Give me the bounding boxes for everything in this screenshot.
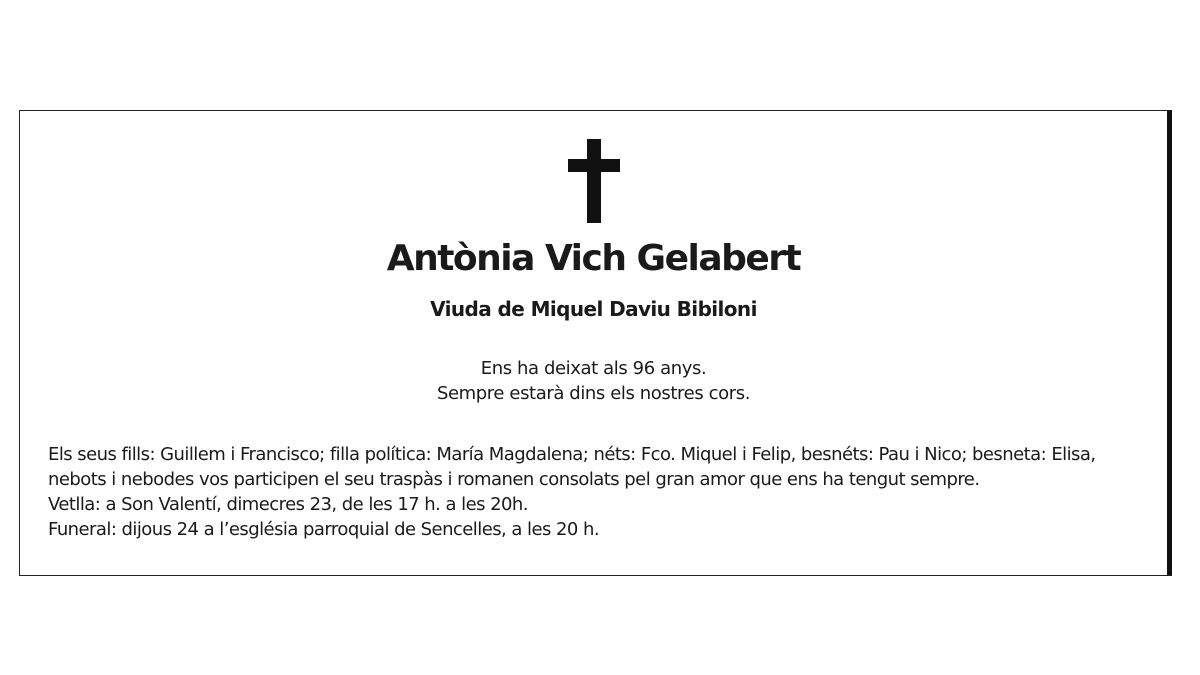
epitaph-line-memory: Sempre estarà dins els nostres cors.	[436, 383, 751, 404]
family-line-1: Els seus fills: Guillem i Francisco; filla política: María Magdalena; néts: Fco. Miquel i Felip, besnéts: Pau i Nico; besneta: Elisa,	[48, 444, 1096, 465]
family-line-2: nebots i nebodes vos participen el seu traspàs i romanen consolats pel gran amor que ens ha tengut sempre.	[48, 469, 980, 490]
widow-of-line: Viuda de Miquel Daviu Bibiloni	[430, 297, 757, 321]
epitaph-line-age: Ens ha deixat als 96 anys.	[480, 358, 707, 379]
obituary-notice	[19, 110, 1172, 576]
funeral-line: Funeral: dijous 24 a l’església parroquial de Sencelles, a les 20 h.	[48, 519, 600, 540]
family-and-service-details	[48, 442, 1153, 542]
epitaph	[20, 356, 1167, 406]
deceased-name: Antònia Vich Gelabert	[386, 238, 801, 279]
cross-icon	[568, 139, 620, 223]
wake-line: Vetlla: a Son Valentí, dimecres 23, de les 17 h. a les 20h.	[48, 494, 528, 515]
